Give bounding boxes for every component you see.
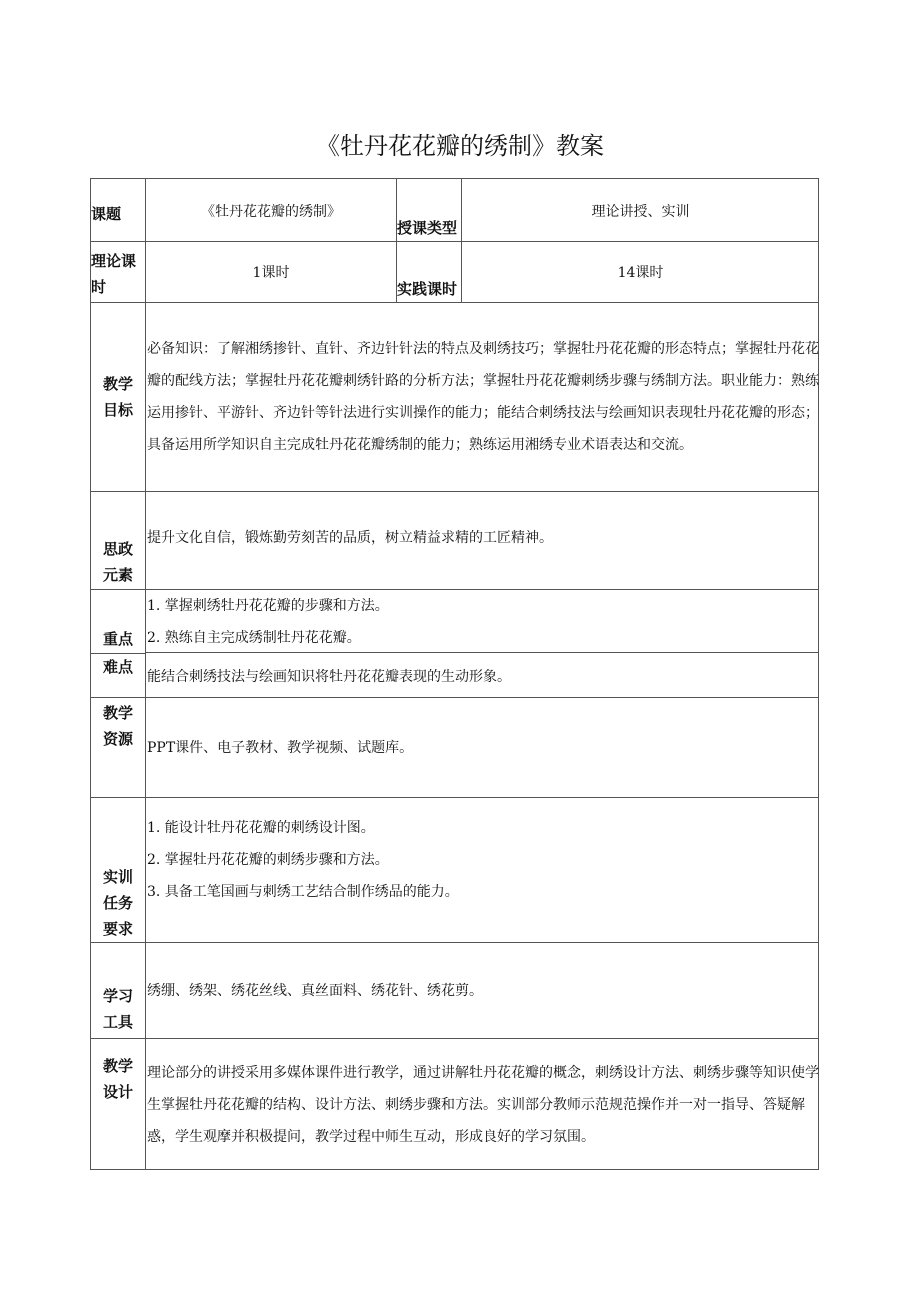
label-resources: 教学资源 (91, 698, 146, 798)
label-practice-hours: 实践课时 (397, 242, 462, 303)
value-class-type: 理论讲授、实训 (462, 179, 819, 242)
label-topic: 课题 (91, 179, 146, 242)
label-difficulty: 难点 (91, 653, 146, 698)
tools-text: 绣绷、绣架、绣花丝线、真丝面料、绣花针、绣花剪。 (146, 943, 819, 1039)
lesson-plan-table (90, 178, 819, 1170)
value-practice-hours: 14课时 (462, 242, 819, 303)
label-goals: 教学目标 (91, 303, 146, 492)
training-item: 1. 能设计牡丹花花瓣的刺绣设计图。 (147, 820, 375, 836)
key-item: 1. 掌握刺绣牡丹花花瓣的步骤和方法。 (147, 598, 389, 614)
value-topic: 《牡丹花花瓣的绣制》 (146, 179, 397, 242)
label-tools: 学习工具 (91, 943, 146, 1039)
difficulty-text: 能结合刺绣技法与绘画知识将牡丹花花瓣表现的生动形象。 (146, 653, 819, 698)
training-item: 2. 掌握牡丹花花瓣的刺绣步骤和方法。 (147, 852, 389, 868)
training-item: 3. 具备工笔国画与刺绣工艺结合制作绣品的能力。 (147, 884, 459, 900)
value-theory-hours: 1课时 (146, 242, 397, 303)
ideology-text: 提升文化自信，锻炼勤劳刻苦的品质，树立精益求精的工匠精神。 (146, 492, 819, 590)
label-ideology: 思政元素 (91, 492, 146, 590)
resources-text: PPT课件、电子教材、教学视频、试题库。 (146, 698, 819, 798)
label-training: 实训任务要求 (91, 798, 146, 943)
label-design: 教学设计 (91, 1039, 146, 1170)
label-class-type: 授课类型 (397, 179, 462, 242)
key-list (146, 590, 819, 653)
design-text: 理论部分的讲授采用多媒体课件进行教学，通过讲解牡丹花花瓣的概念，刺绣设计方法、刺绣步骤等知识使学生掌握牡丹花花瓣的结构、设计方法、刺绣步骤和方法。实训部分教师示范规范操作并一对一指导、答疑解惑，学生观摩并积极提问，教学过程中师生互动，形成良好的学习氛围。 (147, 1065, 819, 1145)
training-list (146, 798, 819, 943)
label-theory-hours: 理论课时 (91, 242, 146, 303)
page-title: 《牡丹花花瓣的绣制》教案 (316, 132, 604, 160)
key-item: 2. 熟练自主完成绣制牡丹花花瓣。 (147, 630, 361, 646)
goals-text: 必备知识：了解湘绣掺针、直针、齐边针针法的特点及刺绣技巧；掌握牡丹花花瓣的形态特点；掌握牡丹花花瓣的配线方法；掌握牡丹花花瓣刺绣针路的分析方法；掌握牡丹花花瓣刺绣步骤与绣制方法。职业能力：熟练运用掺针、平游针、齐边针等针法进行实训操作的能力；能结合刺绣技法与绘画知识表现牡丹花花瓣的形态；具备运用所学知识自主完成牡丹花花瓣绣制的能力；熟练运用湘绣专业术语表达和交流。 (146, 303, 819, 492)
label-key: 重点 (91, 590, 146, 653)
